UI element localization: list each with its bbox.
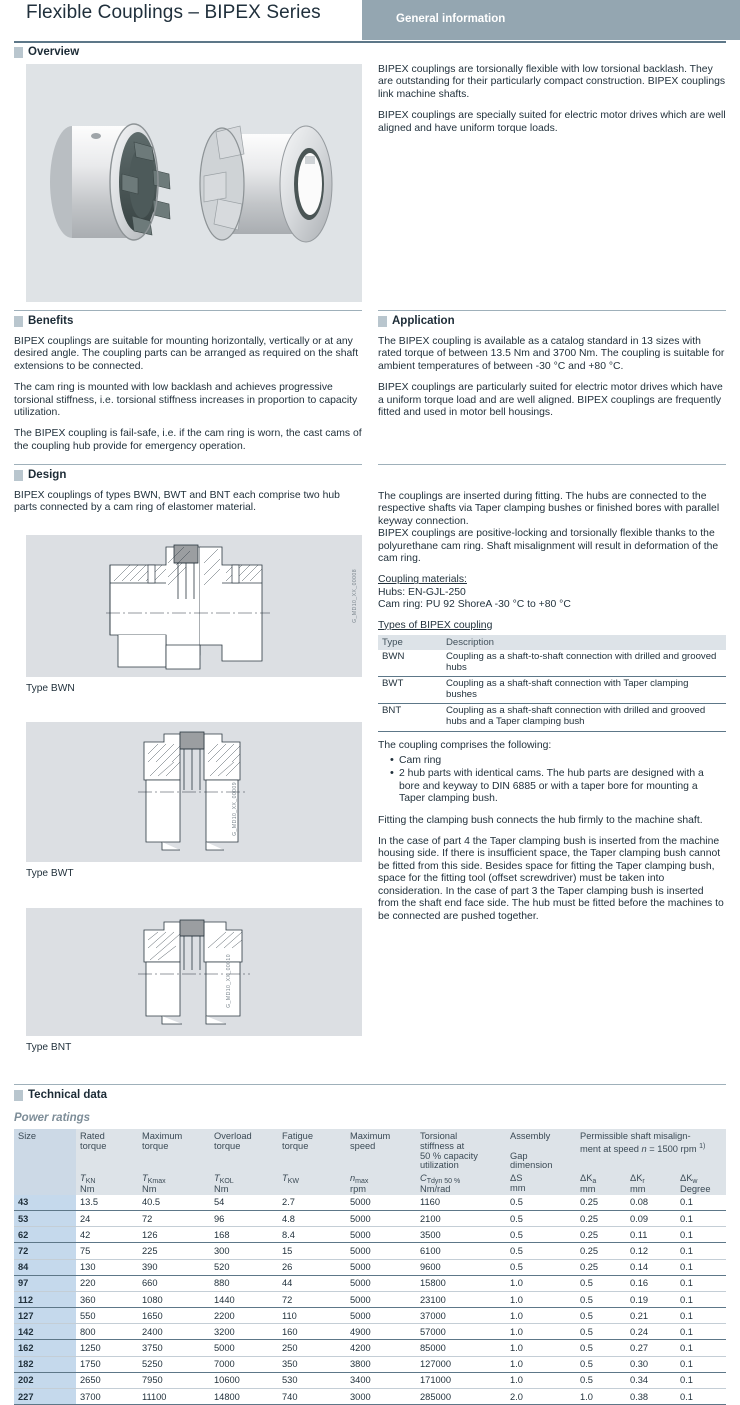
benefits-heading: Benefits bbox=[14, 315, 362, 327]
cell-dk-r: 0.11 bbox=[626, 1227, 676, 1243]
cell-fatigue-torque: 15 bbox=[278, 1243, 346, 1259]
cell-dk-r: 0.30 bbox=[626, 1356, 676, 1372]
cell-fatigue-torque: 110 bbox=[278, 1308, 346, 1324]
cell-dk-w: 0.1 bbox=[676, 1340, 726, 1356]
drawing-bwt bbox=[26, 722, 362, 862]
cell-maximum-torque: 3750 bbox=[138, 1340, 210, 1356]
benefits-divider bbox=[14, 310, 362, 311]
cell-size: 202 bbox=[14, 1372, 76, 1388]
symbol-unit-dk-a: ΔKa mm bbox=[576, 1171, 626, 1195]
table-row bbox=[14, 1389, 726, 1405]
cell-dk-a: 0.25 bbox=[576, 1227, 626, 1243]
overview-product-photo bbox=[26, 64, 362, 302]
cell-fatigue-torque: 72 bbox=[278, 1291, 346, 1307]
table-row bbox=[14, 1243, 726, 1259]
design-intro-paragraph: BIPEX couplings of types BWN, BWT and BNT each comprise two hub parts connected by a cam ring of elastomer material. bbox=[14, 490, 340, 514]
page-title: Flexible Couplings – BIPEX Series bbox=[26, 2, 321, 23]
cell-dk-r: 0.38 bbox=[626, 1389, 676, 1405]
cell-rated-torque: 800 bbox=[76, 1324, 138, 1340]
cell-overload-torque: 520 bbox=[210, 1259, 278, 1275]
cell-rated-torque: 1250 bbox=[76, 1340, 138, 1356]
cell-dk-w: 0.1 bbox=[676, 1259, 726, 1275]
types-cell-description: Coupling as a shaft-shaft connection with Taper clamping bushes bbox=[442, 677, 726, 704]
types-cell-type: BWN bbox=[378, 650, 442, 677]
types-cell-description: Coupling as a shaft-shaft connection with drilled and grooved hubs and a Taper clamping bush bbox=[442, 704, 726, 731]
col-header-misalignment-group bbox=[576, 1129, 726, 1171]
types-table-title: Types of BIPEX coupling bbox=[378, 619, 493, 631]
power-ratings-table-body bbox=[14, 1195, 726, 1405]
cell-torsional-stiffness: 85000 bbox=[416, 1340, 506, 1356]
overview-paragraph: BIPEX couplings are torsionally flexible with low torsional backlash. They are outstanding for their particularly compact construction. BIPEX couplings link machine shafts. bbox=[378, 64, 726, 100]
benefits-paragraph: BIPEX couplings are suitable for mounting horizontally, vertically or at any desired angle. The coupling parts can be arranged as required on the shaft extensions to be connected. bbox=[14, 336, 359, 372]
cell-torsional-stiffness: 6100 bbox=[416, 1243, 506, 1259]
cell-maximum-speed: 5000 bbox=[346, 1243, 416, 1259]
cell-dk-a: 0.5 bbox=[576, 1324, 626, 1340]
cell-maximum-speed: 5000 bbox=[346, 1275, 416, 1291]
cell-maximum-torque: 390 bbox=[138, 1259, 210, 1275]
table-row bbox=[378, 650, 726, 677]
cell-maximum-torque: 72 bbox=[138, 1210, 210, 1226]
application-divider bbox=[378, 310, 726, 311]
cell-torsional-stiffness: 57000 bbox=[416, 1324, 506, 1340]
cell-fatigue-torque: 2.7 bbox=[278, 1195, 346, 1211]
cell-size: 112 bbox=[14, 1291, 76, 1307]
col-header-maximum-torque: Maximum torque bbox=[138, 1129, 210, 1171]
table-row bbox=[14, 1356, 726, 1372]
cell-gap-dimension: 0.5 bbox=[506, 1210, 576, 1226]
cell-overload-torque: 7000 bbox=[210, 1356, 278, 1372]
application-heading: Application bbox=[378, 315, 726, 327]
cell-maximum-torque: 7950 bbox=[138, 1372, 210, 1388]
cell-maximum-speed: 5000 bbox=[346, 1291, 416, 1307]
cell-dk-r: 0.27 bbox=[626, 1340, 676, 1356]
cell-fatigue-torque: 250 bbox=[278, 1340, 346, 1356]
cell-rated-torque: 24 bbox=[76, 1210, 138, 1226]
cell-dk-r: 0.19 bbox=[626, 1291, 676, 1307]
cell-overload-torque: 1440 bbox=[210, 1291, 278, 1307]
cell-maximum-speed: 5000 bbox=[346, 1195, 416, 1211]
overview-text bbox=[378, 64, 726, 135]
header-rule bbox=[14, 41, 726, 43]
types-col-description: Description bbox=[442, 635, 726, 650]
cell-rated-torque: 550 bbox=[76, 1308, 138, 1324]
cell-maximum-torque: 225 bbox=[138, 1243, 210, 1259]
cell-dk-a: 1.0 bbox=[576, 1389, 626, 1405]
symbol-unit-delta-s: ΔS mm bbox=[506, 1171, 576, 1195]
cell-gap-dimension: 0.5 bbox=[506, 1243, 576, 1259]
cell-maximum-speed: 4200 bbox=[346, 1340, 416, 1356]
cell-size: 182 bbox=[14, 1356, 76, 1372]
table-row bbox=[14, 1275, 726, 1291]
cell-size: 97 bbox=[14, 1275, 76, 1291]
drawing-bnt-label: Type BNT bbox=[26, 1042, 72, 1053]
table-row bbox=[14, 1308, 726, 1324]
table-row bbox=[378, 704, 726, 731]
symbol-unit-t-kol: TKOL Nm bbox=[210, 1171, 278, 1195]
drawing-watermark: G_MD10_XX_00009 bbox=[232, 782, 238, 836]
symbol-unit-t-kn: TKN Nm bbox=[76, 1171, 138, 1195]
cell-rated-torque: 130 bbox=[76, 1259, 138, 1275]
symbol-unit-t-kmax: TKmax Nm bbox=[138, 1171, 210, 1195]
application-paragraph: BIPEX couplings are particularly suited for electric motor drives which have a uniform torque load and are well aligned. BIPEX couplings are frequently fitted and used in motor bell housings. bbox=[378, 382, 723, 419]
cell-size: 142 bbox=[14, 1324, 76, 1340]
cell-dk-w: 0.1 bbox=[676, 1356, 726, 1372]
benefits-section bbox=[14, 310, 362, 453]
cell-torsional-stiffness: 1160 bbox=[416, 1195, 506, 1211]
cell-fatigue-torque: 350 bbox=[278, 1356, 346, 1372]
symbol-unit-c-tdyn: CTdyn 50 % Nm/rad bbox=[416, 1171, 506, 1195]
col-header-torsional-stiffness: Torsional stiffness at 50 % capacity utilization bbox=[416, 1129, 506, 1171]
cell-dk-w: 0.1 bbox=[676, 1372, 726, 1388]
cell-fatigue-torque: 8.4 bbox=[278, 1227, 346, 1243]
design-closing-paragraph: Fitting the clamping bush connects the hub firmly to the machine shaft. bbox=[378, 814, 703, 826]
power-ratings-table bbox=[14, 1129, 726, 1405]
cell-dk-w: 0.1 bbox=[676, 1227, 726, 1243]
drawing-watermark: G_MD10_XX_00010 bbox=[226, 954, 232, 1008]
cell-rated-torque: 360 bbox=[76, 1291, 138, 1307]
cell-gap-dimension: 1.0 bbox=[506, 1356, 576, 1372]
cell-dk-w: 0.1 bbox=[676, 1210, 726, 1226]
symbol-unit-dk-w: ΔKw Degree bbox=[676, 1171, 726, 1195]
cell-torsional-stiffness: 23100 bbox=[416, 1291, 506, 1307]
cell-gap-dimension: 0.5 bbox=[506, 1259, 576, 1275]
cell-dk-r: 0.34 bbox=[626, 1372, 676, 1388]
design-paragraph: BIPEX couplings are positive-locking and torsionally flexible thanks to the polyurethane cam ring. Shaft misalignment will result in deformation of the cam ring. bbox=[378, 528, 719, 565]
col-header-rated-torque: Rated torque bbox=[76, 1129, 138, 1171]
cell-rated-torque: 220 bbox=[76, 1275, 138, 1291]
drawing-bnt-svg bbox=[26, 908, 362, 1036]
cell-overload-torque: 96 bbox=[210, 1210, 278, 1226]
cell-dk-a: 0.25 bbox=[576, 1195, 626, 1211]
cell-dk-a: 0.25 bbox=[576, 1210, 626, 1226]
cell-overload-torque: 14800 bbox=[210, 1389, 278, 1405]
table-row bbox=[14, 1210, 726, 1226]
cell-overload-torque: 880 bbox=[210, 1275, 278, 1291]
cell-maximum-speed: 5000 bbox=[346, 1259, 416, 1275]
design-section-right bbox=[378, 464, 726, 923]
cell-torsional-stiffness: 15800 bbox=[416, 1275, 506, 1291]
table-row bbox=[14, 1195, 726, 1211]
cell-torsional-stiffness: 2100 bbox=[416, 1210, 506, 1226]
cell-torsional-stiffness: 127000 bbox=[416, 1356, 506, 1372]
cell-maximum-torque: 11100 bbox=[138, 1389, 210, 1405]
cell-maximum-speed: 5000 bbox=[346, 1227, 416, 1243]
cell-maximum-torque: 1080 bbox=[138, 1291, 210, 1307]
design-paragraph: The couplings are inserted during fitting. The hubs are connected to the respective shafts via Taper clamping bushes or finished bores with parallel keyway connection. bbox=[378, 491, 720, 527]
cell-size: 162 bbox=[14, 1340, 76, 1356]
types-cell-description: Coupling as a shaft-to-shaft connection with drilled and grooved hubs bbox=[442, 650, 726, 677]
cell-overload-torque: 10600 bbox=[210, 1372, 278, 1388]
cell-overload-torque: 2200 bbox=[210, 1308, 278, 1324]
benefits-paragraph: The BIPEX coupling is fail-safe, i.e. if the cam ring is worn, the cast cams of the coupling hub provide for emergency operation. bbox=[14, 428, 362, 452]
page-header bbox=[0, 0, 740, 44]
symbol-unit-n-max: nmax rpm bbox=[346, 1171, 416, 1195]
cell-torsional-stiffness: 285000 bbox=[416, 1389, 506, 1405]
cell-gap-dimension: 1.0 bbox=[506, 1372, 576, 1388]
cell-fatigue-torque: 160 bbox=[278, 1324, 346, 1340]
overview-section bbox=[14, 46, 362, 58]
technical-data-heading: Technical data bbox=[14, 1089, 726, 1101]
cell-maximum-torque: 126 bbox=[138, 1227, 210, 1243]
cell-maximum-speed: 5000 bbox=[346, 1210, 416, 1226]
cell-dk-a: 0.5 bbox=[576, 1340, 626, 1356]
cell-dk-a: 0.5 bbox=[576, 1308, 626, 1324]
cell-maximum-speed: 3000 bbox=[346, 1389, 416, 1405]
cell-dk-w: 0.1 bbox=[676, 1243, 726, 1259]
list-item: • Cam ring bbox=[390, 755, 726, 767]
list-item: • 2 hub parts with identical cams. The hub parts are designed with a bore and keyway to DIN 6885 or with a taper bore for mounting a Taper clamping bush. bbox=[390, 768, 726, 805]
coupling-photo-illustration bbox=[26, 64, 362, 302]
cell-gap-dimension: 1.0 bbox=[506, 1340, 576, 1356]
cell-size: 62 bbox=[14, 1227, 76, 1243]
cell-maximum-torque: 1650 bbox=[138, 1308, 210, 1324]
cell-dk-w: 0.1 bbox=[676, 1195, 726, 1211]
cell-dk-a: 0.25 bbox=[576, 1243, 626, 1259]
drawing-bnt bbox=[26, 908, 362, 1036]
overview-heading: Overview bbox=[14, 46, 362, 58]
technical-data-divider bbox=[14, 1084, 726, 1085]
col-header-assembly-gap: Assembly Gap dimension bbox=[506, 1129, 576, 1171]
cell-dk-r: 0.21 bbox=[626, 1308, 676, 1324]
cell-dk-r: 0.24 bbox=[626, 1324, 676, 1340]
design-divider bbox=[14, 464, 362, 465]
application-section bbox=[378, 310, 726, 419]
application-paragraph: The BIPEX coupling is available as a catalog standard in 13 sizes with rated torque of between 13.5 Nm and 3700 Nm. The coupling is suitable for ambient temperatures of between -30 °C and +80 °C. bbox=[378, 336, 725, 372]
cell-size: 227 bbox=[14, 1389, 76, 1405]
power-ratings-subtitle: Power ratings bbox=[14, 1112, 91, 1124]
cell-fatigue-torque: 44 bbox=[278, 1275, 346, 1291]
cell-gap-dimension: 1.0 bbox=[506, 1275, 576, 1291]
table-row bbox=[14, 1291, 726, 1307]
cell-dk-a: 0.5 bbox=[576, 1275, 626, 1291]
cell-gap-dimension: 1.0 bbox=[506, 1308, 576, 1324]
cell-gap-dimension: 1.0 bbox=[506, 1324, 576, 1340]
cell-overload-torque: 300 bbox=[210, 1243, 278, 1259]
drawing-bwt-svg bbox=[26, 722, 362, 862]
cell-dk-r: 0.16 bbox=[626, 1275, 676, 1291]
cell-overload-torque: 168 bbox=[210, 1227, 278, 1243]
cell-dk-r: 0.08 bbox=[626, 1195, 676, 1211]
table-header-row bbox=[14, 1129, 726, 1171]
cell-gap-dimension: 1.0 bbox=[506, 1291, 576, 1307]
cell-gap-dimension: 0.5 bbox=[506, 1195, 576, 1211]
section-tab bbox=[362, 0, 740, 40]
cell-dk-a: 0.5 bbox=[576, 1372, 626, 1388]
col-header-overload-torque: Overload torque bbox=[210, 1129, 278, 1171]
cell-rated-torque: 1750 bbox=[76, 1356, 138, 1372]
cell-size: 53 bbox=[14, 1210, 76, 1226]
cell-rated-torque: 2650 bbox=[76, 1372, 138, 1388]
design-section-left bbox=[14, 464, 362, 515]
cell-dk-a: 0.25 bbox=[576, 1259, 626, 1275]
comprises-list bbox=[378, 755, 726, 806]
cell-maximum-torque: 660 bbox=[138, 1275, 210, 1291]
cell-dk-r: 0.09 bbox=[626, 1210, 676, 1226]
table-row bbox=[14, 1227, 726, 1243]
cell-rated-torque: 75 bbox=[76, 1243, 138, 1259]
cell-rated-torque: 3700 bbox=[76, 1389, 138, 1405]
cell-maximum-speed: 3400 bbox=[346, 1372, 416, 1388]
col-header-size: Size bbox=[14, 1129, 76, 1171]
coupling-materials-line: Hubs: EN-GJL-250 bbox=[378, 586, 466, 598]
cell-torsional-stiffness: 171000 bbox=[416, 1372, 506, 1388]
cell-maximum-speed: 4900 bbox=[346, 1324, 416, 1340]
types-cell-type: BWT bbox=[378, 677, 442, 704]
overview-paragraph: BIPEX couplings are specially suited for electric motor drives which are well aligned and have uniform torque loads. bbox=[378, 110, 726, 134]
comprises-title: The coupling comprises the following: bbox=[378, 739, 552, 751]
cell-dk-r: 0.12 bbox=[626, 1243, 676, 1259]
design-closing-paragraph: In the case of part 4 the Taper clamping bush is inserted from the machine housing side. If there is insufficient space, the Taper clamping bush cannot be fitted from this side. Besides space for fitting the Taper clamping bush, space for the fitting tool (offset screwdriver) must be taken into consideration. In the case of part 3 the Taper clamping bush is inserted from the shaft end face side. The hub must be fitted before the machines to be connected are pushed together. bbox=[378, 836, 724, 922]
cell-dk-w: 0.1 bbox=[676, 1324, 726, 1340]
unit-size bbox=[14, 1171, 76, 1195]
cell-dk-w: 0.1 bbox=[676, 1291, 726, 1307]
cell-size: 72 bbox=[14, 1243, 76, 1259]
cell-maximum-speed: 3800 bbox=[346, 1356, 416, 1372]
design-right-divider bbox=[378, 464, 726, 465]
drawing-bwn bbox=[26, 535, 362, 677]
cell-dk-w: 0.1 bbox=[676, 1275, 726, 1291]
benefits-paragraph: The cam ring is mounted with low backlash and achieves progressive torsional stiffness, i.e. torsional stiffness increases in proportion to capacity utilization. bbox=[14, 382, 358, 419]
table-row bbox=[378, 677, 726, 704]
cell-gap-dimension: 0.5 bbox=[506, 1227, 576, 1243]
footnote-marker: 1) bbox=[699, 1142, 706, 1150]
cell-rated-torque: 42 bbox=[76, 1227, 138, 1243]
misalignment-group-text: Permissible shaft misalign- ment at speed n = 1500 rpm $^{1)}$ bbox=[580, 1131, 706, 1154]
table-row bbox=[14, 1372, 726, 1388]
cell-fatigue-torque: 740 bbox=[278, 1389, 346, 1405]
coupling-materials-title: Coupling materials: bbox=[378, 574, 467, 586]
cell-size: 84 bbox=[14, 1259, 76, 1275]
cell-maximum-torque: 2400 bbox=[138, 1324, 210, 1340]
symbol-unit-dk-r: ΔKr mm bbox=[626, 1171, 676, 1195]
types-cell-type: BNT bbox=[378, 704, 442, 731]
cell-dk-r: 0.14 bbox=[626, 1259, 676, 1275]
design-heading: Design bbox=[14, 469, 362, 481]
cell-fatigue-torque: 26 bbox=[278, 1259, 346, 1275]
cell-maximum-speed: 5000 bbox=[346, 1308, 416, 1324]
col-header-maximum-speed: Maximum speed bbox=[346, 1129, 416, 1171]
cell-overload-torque: 5000 bbox=[210, 1340, 278, 1356]
cell-dk-a: 0.5 bbox=[576, 1356, 626, 1372]
cell-dk-w: 0.1 bbox=[676, 1389, 726, 1405]
table-unit-row bbox=[14, 1171, 726, 1195]
types-table bbox=[378, 635, 726, 732]
cell-torsional-stiffness: 9600 bbox=[416, 1259, 506, 1275]
cell-fatigue-torque: 530 bbox=[278, 1372, 346, 1388]
cell-torsional-stiffness: 37000 bbox=[416, 1308, 506, 1324]
table-row bbox=[14, 1259, 726, 1275]
drawing-bwt-label: Type BWT bbox=[26, 868, 74, 879]
coupling-materials-line: Cam ring: PU 92 ShoreA -30 °C to +80 °C bbox=[378, 599, 571, 611]
drawing-watermark: G_MD10_XX_00008 bbox=[352, 569, 358, 623]
cell-overload-torque: 3200 bbox=[210, 1324, 278, 1340]
table-row bbox=[14, 1324, 726, 1340]
cell-fatigue-torque: 4.8 bbox=[278, 1210, 346, 1226]
cell-maximum-torque: 5250 bbox=[138, 1356, 210, 1372]
col-header-fatigue-torque: Fatigue torque bbox=[278, 1129, 346, 1171]
cell-size: 127 bbox=[14, 1308, 76, 1324]
types-table-header-row bbox=[378, 635, 726, 650]
cell-torsional-stiffness: 3500 bbox=[416, 1227, 506, 1243]
types-col-type: Type bbox=[378, 635, 442, 650]
cell-gap-dimension: 2.0 bbox=[506, 1389, 576, 1405]
cell-maximum-torque: 40.5 bbox=[138, 1195, 210, 1211]
table-row bbox=[14, 1340, 726, 1356]
cell-rated-torque: 13.5 bbox=[76, 1195, 138, 1211]
cell-size: 43 bbox=[14, 1195, 76, 1211]
cell-dk-a: 0.5 bbox=[576, 1291, 626, 1307]
cell-dk-w: 0.1 bbox=[676, 1308, 726, 1324]
cell-overload-torque: 54 bbox=[210, 1195, 278, 1211]
drawing-bwn-label: Type BWN bbox=[26, 683, 75, 694]
technical-data-section bbox=[14, 1084, 726, 1405]
section-tab-label: General information bbox=[396, 13, 506, 25]
symbol-unit-t-kw: TKW bbox=[278, 1171, 346, 1195]
drawing-bwn-svg bbox=[26, 535, 362, 677]
